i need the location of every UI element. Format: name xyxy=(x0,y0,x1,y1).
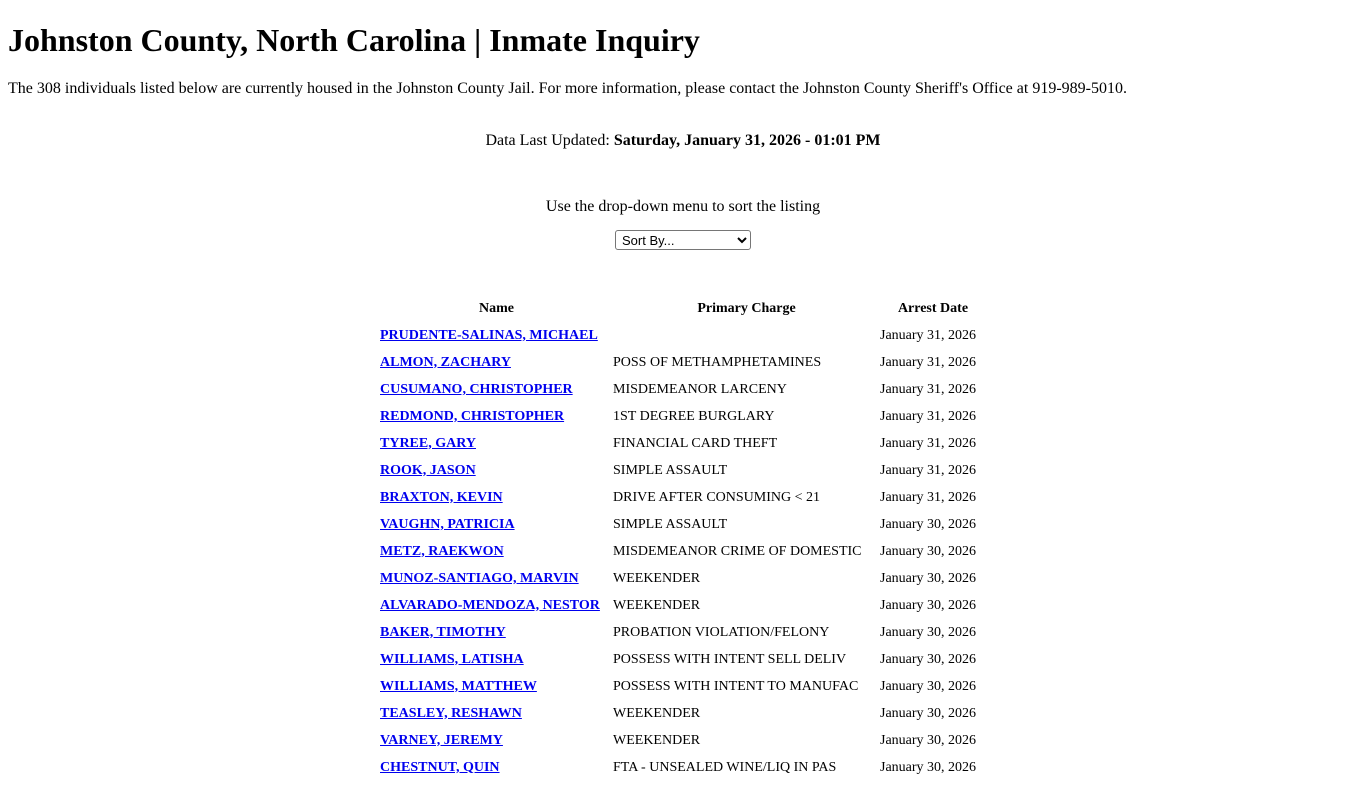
inmate-link[interactable]: BAKER, TIMOTHY xyxy=(380,624,506,640)
inmate-link[interactable]: METZ, RAEKWON xyxy=(380,543,504,559)
inmate-link[interactable]: VARNEY, JEREMY xyxy=(380,732,503,748)
inmate-link[interactable]: VAUGHN, PATRICIA xyxy=(380,516,515,532)
arrest-date-cell: January 31, 2026 xyxy=(880,327,977,343)
name-cell xyxy=(380,457,613,484)
arrest-date-cell: January 30, 2026 xyxy=(880,651,977,667)
inmate-table-body xyxy=(380,322,986,781)
name-cell xyxy=(380,592,613,619)
inmate-row xyxy=(380,322,986,349)
inmate-row xyxy=(380,592,986,619)
inmate-row xyxy=(380,403,986,430)
inmate-row xyxy=(380,619,986,646)
name-cell xyxy=(380,538,613,565)
primary-charge-cell: WEEKENDER xyxy=(613,570,701,586)
data-last-updated-label: Data Last Updated: xyxy=(485,132,614,150)
name-cell xyxy=(380,565,613,592)
arrest-date-cell: January 31, 2026 xyxy=(880,354,977,370)
primary-charge-cell: WEEKENDER xyxy=(613,597,701,613)
arrest-date-cell: January 30, 2026 xyxy=(880,570,977,586)
name-cell xyxy=(380,673,613,700)
primary-charge-cell: WEEKENDER xyxy=(613,705,701,721)
inmate-row xyxy=(380,565,986,592)
primary-charge-cell: POSS OF METHAMPHETAMINES xyxy=(613,354,822,370)
inmate-row xyxy=(380,349,986,376)
data-last-updated-line xyxy=(8,132,1358,150)
name-cell xyxy=(380,322,613,349)
arrest-date-cell: January 31, 2026 xyxy=(880,408,977,424)
arrest-date-cell: January 30, 2026 xyxy=(880,759,977,775)
inmate-table xyxy=(380,295,986,781)
data-last-updated-value: Saturday, January 31, 2026 - 01:01 PM xyxy=(613,132,881,150)
name-cell xyxy=(380,430,613,457)
name-cell xyxy=(380,403,613,430)
inmate-link[interactable]: WILLIAMS, LATISHA xyxy=(380,651,524,667)
arrest-date-cell: January 31, 2026 xyxy=(880,435,977,451)
inmate-link[interactable]: MUNOZ-SANTIAGO, MARVIN xyxy=(380,570,579,586)
primary-charge-cell: POSSESS WITH INTENT SELL DELIV xyxy=(613,651,847,667)
inmate-link[interactable]: WILLIAMS, MATTHEW xyxy=(380,678,537,694)
primary-charge-cell xyxy=(613,322,880,349)
inmate-row xyxy=(380,538,986,565)
inmate-link[interactable]: ALMON, ZACHARY xyxy=(380,354,511,370)
arrest-date-cell: January 30, 2026 xyxy=(880,678,977,694)
arrest-date-cell: January 30, 2026 xyxy=(880,597,977,613)
inmate-row xyxy=(380,376,986,403)
inmate-link[interactable]: TYREE, GARY xyxy=(380,435,476,451)
name-cell xyxy=(380,700,613,727)
inmate-link[interactable]: TEASLEY, RESHAWN xyxy=(380,705,522,721)
inmate-row xyxy=(380,727,986,754)
inmate-link[interactable]: BRAXTON, KEVIN xyxy=(380,489,503,505)
name-cell xyxy=(380,376,613,403)
column-header-arrest-date: Arrest Date xyxy=(897,300,969,316)
page-title: Johnston County, North Carolina | Inmate Inquiry xyxy=(8,22,700,58)
inmate-row xyxy=(380,673,986,700)
primary-charge-cell: MISDEMEANOR LARCENY xyxy=(613,381,787,397)
inmate-link[interactable]: ROOK, JASON xyxy=(380,462,476,478)
column-header-name: Name xyxy=(479,300,514,316)
primary-charge-cell: FINANCIAL CARD THEFT xyxy=(613,435,778,451)
name-cell xyxy=(380,349,613,376)
table-header-row xyxy=(380,295,986,322)
name-cell xyxy=(380,511,613,538)
column-header-primary-charge: Primary Charge xyxy=(697,300,796,316)
primary-charge-cell: PROBATION VIOLATION/FELONY xyxy=(613,624,830,640)
inmate-link[interactable]: CUSUMANO, CHRISTOPHER xyxy=(380,381,573,397)
inmate-row xyxy=(380,457,986,484)
arrest-date-cell: January 31, 2026 xyxy=(880,381,977,397)
primary-charge-cell: POSSESS WITH INTENT TO MANUFAC xyxy=(613,678,859,694)
inmate-link[interactable]: REDMOND, CHRISTOPHER xyxy=(380,408,565,424)
inmate-row xyxy=(380,430,986,457)
intro-text: The 308 individuals listed below are currently housed in the Johnston County Jail. For more information, please contact the Johnston County Sheriff's Office at 919-989-5010. xyxy=(8,79,1127,97)
name-cell xyxy=(380,646,613,673)
arrest-date-cell: January 30, 2026 xyxy=(880,543,977,559)
name-cell xyxy=(380,484,613,511)
arrest-date-cell: January 30, 2026 xyxy=(880,705,977,721)
primary-charge-cell: FTA - UNSEALED WINE/LIQ IN PAS xyxy=(613,759,837,775)
arrest-date-cell: January 30, 2026 xyxy=(880,516,977,532)
primary-charge-cell: SIMPLE ASSAULT xyxy=(613,462,728,478)
inmate-link[interactable]: ALVARADO-MENDOZA, NESTOR xyxy=(380,597,600,613)
sort-by-dropdown[interactable] xyxy=(615,230,751,250)
sort-hint-text: Use the drop-down menu to sort the listing xyxy=(545,197,821,215)
arrest-date-cell: January 30, 2026 xyxy=(880,732,977,748)
arrest-date-cell: January 31, 2026 xyxy=(880,489,977,505)
inmate-row xyxy=(380,484,986,511)
inmate-row xyxy=(380,700,986,727)
primary-charge-cell: SIMPLE ASSAULT xyxy=(613,516,728,532)
inmate-link[interactable]: CHESTNUT, QUIN xyxy=(380,759,500,775)
inmate-row xyxy=(380,646,986,673)
arrest-date-cell: January 30, 2026 xyxy=(880,624,977,640)
primary-charge-cell: WEEKENDER xyxy=(613,732,701,748)
primary-charge-cell: DRIVE AFTER CONSUMING < 21 xyxy=(613,489,821,505)
arrest-date-cell: January 31, 2026 xyxy=(880,462,977,478)
inmate-row xyxy=(380,511,986,538)
inmate-link[interactable]: PRUDENTE-SALINAS, MICHAEL xyxy=(380,327,598,343)
name-cell xyxy=(380,619,613,646)
primary-charge-cell: MISDEMEANOR CRIME OF DOMESTIC xyxy=(613,543,862,559)
name-cell xyxy=(380,727,613,754)
primary-charge-cell: 1ST DEGREE BURGLARY xyxy=(613,408,775,424)
